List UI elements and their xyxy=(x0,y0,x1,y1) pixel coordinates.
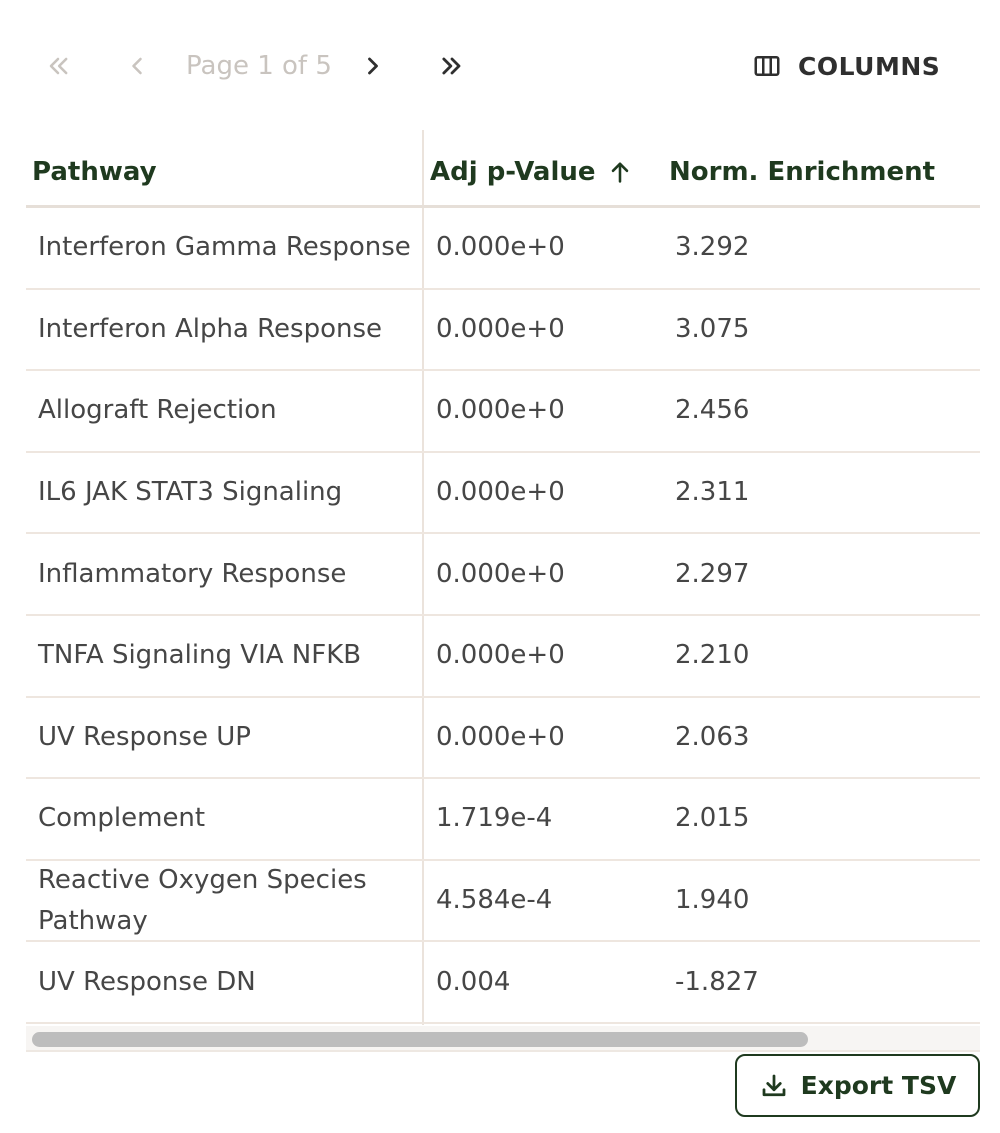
cell-norm-enrichment: -1.827 xyxy=(675,966,759,997)
arrow-up-icon xyxy=(606,158,634,186)
table-body xyxy=(26,208,980,1024)
cell-norm-enrichment: 3.075 xyxy=(675,313,750,344)
cell-pathway: Interferon Alpha Response xyxy=(38,313,383,344)
table-row xyxy=(26,371,980,453)
cell-adj-p-value: 0.000e+0 xyxy=(436,721,565,752)
page-indicator: Page 1 of 5 xyxy=(186,51,332,81)
column-header-norm-enrichment[interactable] xyxy=(669,154,935,190)
cell-norm-enrichment: 2.456 xyxy=(675,395,750,426)
columns-button[interactable] xyxy=(752,44,940,88)
column-header-adj-p-value-label: Adj p-Value xyxy=(430,157,596,187)
table-row xyxy=(26,290,980,372)
cell-adj-p-value: 0.000e+0 xyxy=(436,313,565,344)
enrichment-table xyxy=(26,130,980,1024)
export-tsv-button[interactable] xyxy=(735,1054,980,1117)
columns-button-label: COLUMNS xyxy=(798,51,941,81)
chevron-right-icon xyxy=(359,52,387,80)
cell-adj-p-value: 1.719e-4 xyxy=(436,803,553,834)
cell-pathway: UV Response DN xyxy=(38,966,256,997)
cell-pathway: Inflammatory Response xyxy=(38,558,347,589)
table-row xyxy=(26,861,980,943)
table-row xyxy=(26,942,980,1024)
table-row xyxy=(26,616,980,698)
columns-icon xyxy=(752,51,782,81)
cell-adj-p-value: 0.000e+0 xyxy=(436,477,565,508)
cell-norm-enrichment: 3.292 xyxy=(675,232,750,263)
cell-adj-p-value: 0.000e+0 xyxy=(436,232,565,263)
next-page-button[interactable] xyxy=(353,46,393,86)
cell-adj-p-value: 0.000e+0 xyxy=(436,558,565,589)
table-row xyxy=(26,779,980,861)
table-toolbar xyxy=(0,0,1000,130)
column-header-norm-enrichment-label: Norm. Enrichment xyxy=(669,157,936,187)
cell-adj-p-value: 4.584e-4 xyxy=(436,885,553,916)
cell-pathway: Complement xyxy=(38,803,206,834)
cell-pathway: Reactive Oxygen Species Pathway xyxy=(38,864,367,936)
table-row xyxy=(26,534,980,616)
column-header-adj-p-value[interactable] xyxy=(430,154,634,190)
double-chevron-left-icon xyxy=(44,52,72,80)
export-tsv-label: Export TSV xyxy=(800,1071,957,1100)
cell-pathway: Allograft Rejection xyxy=(38,395,277,426)
table-row xyxy=(26,208,980,290)
column-header-pathway-label: Pathway xyxy=(32,157,157,187)
cell-adj-p-value: 0.000e+0 xyxy=(436,640,565,671)
cell-adj-p-value: 0.004 xyxy=(436,966,511,997)
cell-norm-enrichment: 2.015 xyxy=(675,803,750,834)
download-icon xyxy=(759,1071,789,1101)
cell-adj-p-value: 0.000e+0 xyxy=(436,395,565,426)
previous-page-button[interactable] xyxy=(117,46,157,86)
cell-pathway: UV Response UP xyxy=(38,721,251,752)
first-page-button[interactable] xyxy=(38,46,78,86)
table-row xyxy=(26,698,980,780)
cell-pathway: IL6 JAK STAT3 Signaling xyxy=(38,477,343,508)
last-page-button[interactable] xyxy=(432,46,472,86)
cell-norm-enrichment: 2.297 xyxy=(675,558,750,589)
scrollbar-thumb[interactable] xyxy=(32,1032,808,1047)
cell-norm-enrichment: 2.311 xyxy=(675,477,750,508)
cell-norm-enrichment: 1.940 xyxy=(675,885,750,916)
table-row xyxy=(26,453,980,535)
table-header xyxy=(26,130,980,208)
cell-pathway: TNFA Signaling VIA NFKB xyxy=(38,640,362,671)
cell-pathway: Interferon Gamma Response xyxy=(38,232,411,263)
double-chevron-right-icon xyxy=(438,52,466,80)
column-header-pathway[interactable] xyxy=(32,154,157,190)
cell-norm-enrichment: 2.210 xyxy=(675,640,750,671)
horizontal-scrollbar[interactable] xyxy=(26,1026,980,1052)
chevron-left-icon xyxy=(123,52,151,80)
cell-norm-enrichment: 2.063 xyxy=(675,721,750,752)
